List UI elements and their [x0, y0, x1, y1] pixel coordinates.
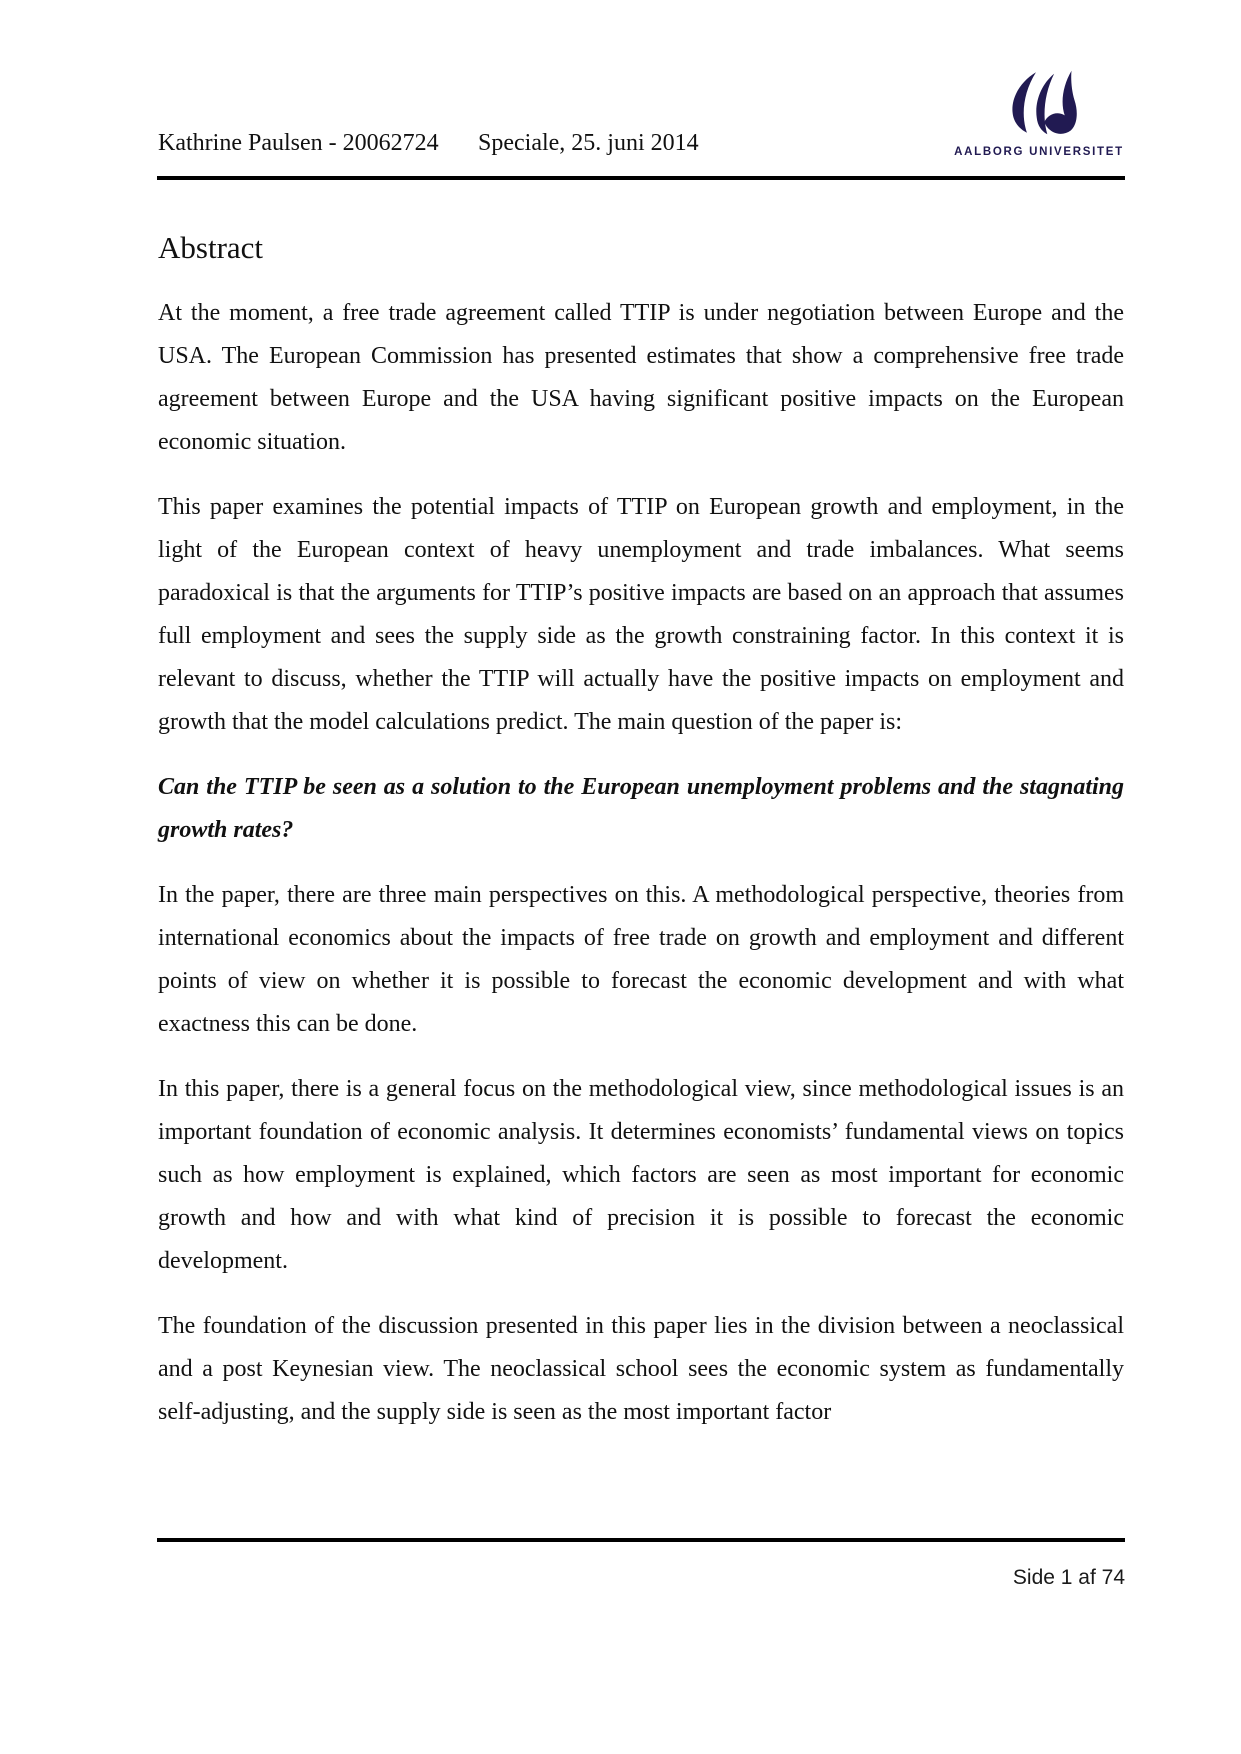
abstract-body — [158, 292, 1124, 1456]
aalborg-university-logo — [953, 68, 1125, 168]
header-rule — [157, 176, 1125, 180]
footer-rule — [157, 1538, 1125, 1542]
paragraph: In the paper, there are three main perspectives on this. A methodological perspective, theories from international economics about the impacts of free trade on growth and employment and different points of view on whether it is possible to forecast the economic development and with what exactness this can be done. — [158, 882, 1124, 1037]
paragraph: This paper examines the potential impacts of TTIP on European growth and employment, in the light of the European context of heavy unemployment and trade imbalances. What seems paradoxical is that the arguments for TTIP’s positive impacts are based on an approach that assumes full employment and sees the supply side as the growth constraining factor. In this context it is relevant to discuss, whether the TTIP will actually have the positive impacts on employment and growth that the model calculations predict. The main question of the paper is: — [158, 494, 1124, 735]
research-question-paragraph: Can the TTIP be seen as a solution to the European unemployment problems and the stagnating growth rates? — [158, 774, 1124, 843]
paragraph: In this paper, there is a general focus on the methodological view, since methodological issues is an important foundation of economic analysis. It determines economists’ fundamental views on topics such as how employment is explained, which factors are seen as most important for economic growth and how and with what kind of precision it is possible to forecast the economic development. — [158, 1076, 1124, 1274]
university-wave-swirl-icon — [999, 70, 1079, 138]
page-number: Side 1 af 74 — [1012, 1566, 1125, 1589]
university-logo-wordmark: AALBORG UNIVERSITET — [954, 146, 1124, 158]
paragraph: The foundation of the discussion presented in this paper lies in the division between a neoclassical and a post Keynesian view. The neoclassical school sees the economic system as fundamentally self-adjusting, and the supply side is seen as the most important factor — [158, 1313, 1124, 1425]
page-title: Abstract — [158, 230, 264, 265]
header-author: Kathrine Paulsen - 20062724 — [158, 130, 439, 156]
header-date: Speciale, 25. juni 2014 — [478, 130, 699, 156]
paragraph: At the moment, a free trade agreement called TTIP is under negotiation between Europe and the USA. The European Commission has presented estimates that show a comprehensive free trade agreement between Europe and the USA having significant positive impacts on the European economic situation. — [158, 300, 1124, 455]
